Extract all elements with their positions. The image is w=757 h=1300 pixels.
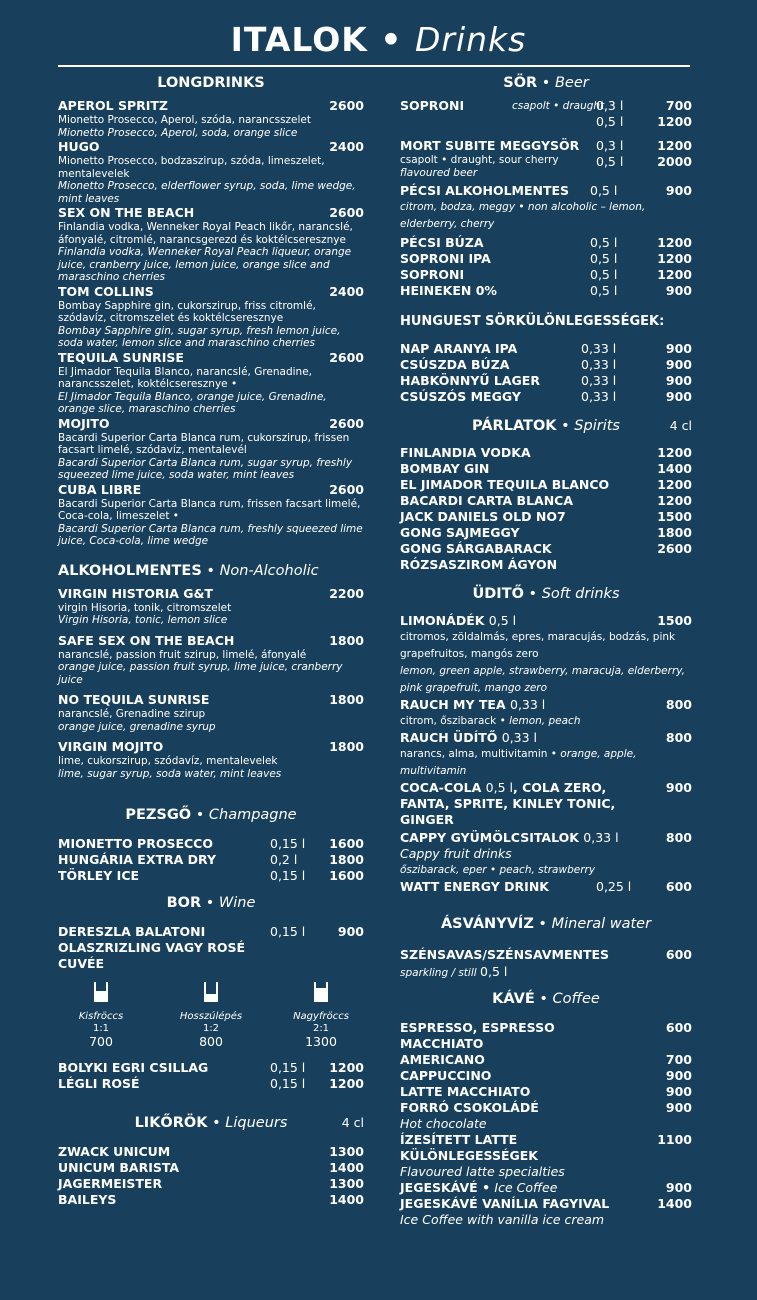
item-name: SEX ON THE BEACH <box>58 205 195 220</box>
item-price: 2400 <box>329 139 364 154</box>
menu-item <box>400 1084 692 1100</box>
menu-item <box>400 341 692 357</box>
item-description: lime, cukorszirup, szódavíz, mentalevelek <box>58 755 278 767</box>
item-name: CSÚSZDA BÚZA <box>400 357 510 372</box>
froccs-option <box>278 982 364 1048</box>
menu-item <box>58 284 364 300</box>
item-price: 2600 <box>329 349 364 365</box>
menu-item: LIMONÁDÉK 0,5 l 1500 <box>400 613 692 628</box>
glass-fill <box>96 991 106 1000</box>
item-price: 1600 <box>329 836 364 851</box>
item-price: 2600 <box>329 98 364 113</box>
item-name: GONG SÁRGABARACK RÓZSASZIROM ÁGYON <box>400 541 558 572</box>
liqueurs-list <box>58 1144 364 1208</box>
item-description: Bacardi Superior Carta Blanca rum, frissen facsart limelé, Coca-cola, limeszelet • <box>58 497 361 522</box>
item-price: 600 <box>665 1020 692 1035</box>
item-price: 900 <box>665 1084 692 1099</box>
menu-item <box>400 541 692 573</box>
item-price: 900 <box>665 1068 692 1083</box>
title-divider <box>58 65 690 67</box>
item-name: BOMBAY GIN <box>400 461 490 476</box>
menu-item <box>400 1068 692 1084</box>
item-subtitle: Flavoured latte specialties <box>400 1164 565 1179</box>
item-description-en: El Jimador Tequila Blanco, orange juice, Grenadine, orange slice, maraschino cherries <box>58 390 327 415</box>
item-name: TEQUILA SUNRISE <box>58 349 184 365</box>
item-volume: 0,33 l <box>581 389 617 404</box>
item-name: LÉGLI ROSÉ <box>58 1076 140 1091</box>
menu-item <box>58 1176 364 1192</box>
item-name: MOJITO <box>58 415 110 431</box>
item-price: 1200 <box>329 1076 364 1091</box>
item-name: CSÚSZÓS MEGGY <box>400 389 521 404</box>
menu-item <box>58 350 364 366</box>
menu-item <box>58 836 364 852</box>
item-price: 1800 <box>657 525 692 540</box>
item-name: JAGERMEISTER <box>58 1176 163 1191</box>
item-price: 2600 <box>329 415 364 431</box>
item-name: EL JIMADOR TEQUILA BLANCO <box>400 477 610 492</box>
item-volume: 0,15 l <box>270 1060 306 1075</box>
section-heading-craft-beer: HUNGUEST SÖRKÜLÖNLEGESSÉGEK: <box>400 314 665 329</box>
menu-item <box>400 1020 692 1052</box>
item-volume: 0,15 l <box>270 836 306 851</box>
item-name: NO TEQUILA SUNRISE <box>58 692 210 707</box>
item-name: VIRGIN HISTORIA G&T <box>58 585 213 601</box>
item-price: 900 <box>665 341 692 356</box>
spirits-list <box>400 445 692 573</box>
liqueurs-unit: 4 cl <box>341 1115 364 1130</box>
menu-item <box>58 139 364 155</box>
section-heading-wine: BOR • Wine <box>166 895 256 911</box>
item-price: 1200 <box>657 477 692 492</box>
item-description: narancs, alma, multivitamin • orange, apple, multivitamin <box>400 748 637 777</box>
item-price: 2400 <box>329 283 364 299</box>
item-description: őszibarack, eper • peach, strawberry <box>400 864 596 876</box>
item-name: HEINEKEN 0% <box>400 283 497 298</box>
item-price: 1400 <box>657 461 692 476</box>
froccs-price: 700 <box>89 1033 113 1049</box>
item-description-en: Virgin Hisoria, tonic, lemon slice <box>58 614 228 626</box>
item-price: 2200 <box>329 585 364 601</box>
item-description-en: orange juice, passion fruit syrup, lime juice, cranberry juice <box>58 661 343 686</box>
page-title: ITALOK • Drinks <box>230 20 527 59</box>
item-price: 1800 <box>329 852 364 867</box>
item-price: 1800 <box>329 739 364 754</box>
item-subtitle: Cappy fruit drinks <box>400 846 512 861</box>
item-name: SOPRONI <box>400 267 465 282</box>
item-description: Finlandia vodka, Wenneker Royal Peach likőr, narancslé, áfonyalé, citromlé, narancsgerezd és koktélcseresznye <box>58 221 353 246</box>
menu-item: FORRÓ CSOKOLÁDÉ 900 <box>400 1100 692 1115</box>
item-name: CAPPUCCINO <box>400 1068 492 1083</box>
menu-item <box>58 633 364 649</box>
item-name: FINLANDIA VODKA <box>400 445 531 460</box>
item-name: CUBA LIBRE <box>58 481 142 497</box>
item-description: narancslé, passion fruit szirup, limelé, áfonyalé <box>58 648 307 661</box>
menu-item <box>58 1076 364 1092</box>
item-name: NAP ARANYA IPA <box>400 341 518 356</box>
menu-item-volume: 0,5 l 1200 <box>596 114 692 129</box>
menu-item: RAUCH MY TEA 0,33 l 800 <box>400 697 692 712</box>
item-description-en: lemon, green apple, strawberry, maracuja, elderberry, pink grapefruit, mango zero <box>400 665 686 694</box>
champagne-list <box>58 836 364 884</box>
item-description: Bombay Sapphire gin, cukorszirup, friss citromlé, szódavíz, citromszelet és koktélcseresznye <box>58 299 316 324</box>
item-price: 900 <box>665 357 692 372</box>
menu-item <box>58 1060 364 1076</box>
item-description: sparkling / still 0,5 l <box>400 964 508 979</box>
menu-item <box>58 692 364 708</box>
section-heading-champagne: PEZSGŐ • Champagne <box>125 807 297 823</box>
item-note: citrom, bodza, meggy • non alcoholic – lemon, elderberry, cherry <box>400 201 646 230</box>
glass-icon <box>204 982 218 1002</box>
menu-item: COCA-COLA 0,5 l, COLA ZERO, FANTA, SPRITE, KINLEY TONIC, GINGER 900 <box>400 780 692 827</box>
item-price: 900 <box>337 924 364 939</box>
item-name: HUNGÁRIA EXTRA DRY <box>58 852 217 867</box>
item-price: 1800 <box>329 632 364 648</box>
item-volume: 0,2 l <box>270 852 298 867</box>
longdrinks-list <box>58 98 364 548</box>
menu-item <box>58 1144 364 1160</box>
craft-beer-list <box>400 341 692 405</box>
item-name: BAILEYS <box>58 1192 117 1207</box>
item-description-en: Mionetto Prosecco, elderflower syrup, soda, lime wedge, mint leaves <box>58 180 356 205</box>
menu-item: JEGESKÁVÉ • Ice Coffee 900 <box>400 1180 692 1195</box>
item-name: ESPRESSO, ESPRESSO MACCHIATO <box>400 1020 555 1051</box>
item-name: DERESZLA BALATONI OLASZRIZLING VAGY ROSÉ CUVÉE <box>58 924 246 971</box>
froccs-option <box>168 982 254 1048</box>
item-volume: 0,33 l <box>581 373 617 388</box>
item-price: 2600 <box>657 541 692 556</box>
item-name: BOLYKI EGRI CSILLAG <box>58 1060 209 1075</box>
item-price: 1800 <box>329 692 364 707</box>
item-description-en: Bacardi Superior Carta Blanca rum, sugar syrup, freshly squeezed lime juice, soda water, mint leaves <box>58 456 353 481</box>
item-price: 1200 <box>329 1060 364 1075</box>
item-description: Mionetto Prosecco, bodzaszirup, szóda, limeszelet, mentalevelek <box>58 155 325 180</box>
item-name: HUGO <box>58 139 100 154</box>
item-description-en: Bombay Sapphire gin, sugar syrup, fresh lemon juice, soda water, lemon slice and maraschino cherries <box>58 324 341 349</box>
item-price: 1200 <box>657 267 692 282</box>
glass-icon <box>94 982 108 1002</box>
menu-item <box>400 477 692 493</box>
item-subtitle: Hot chocolate <box>400 1116 487 1131</box>
item-volume: 0,5 l <box>590 267 618 282</box>
menu-item <box>58 586 364 602</box>
menu-item <box>400 267 692 283</box>
menu-item <box>400 493 692 509</box>
menu-item: SOPRONI 0,3 l 700 <box>400 98 692 113</box>
item-description: Bacardi Superior Carta Blanca rum, cukorszirup, frissen facsart limelé, szódavíz, mentalevél <box>58 431 350 456</box>
item-name: TOM COLLINS <box>58 283 154 299</box>
menu-item <box>58 416 364 432</box>
item-price: 1300 <box>329 1144 364 1159</box>
menu-item <box>58 739 364 755</box>
section-heading-liqueurs: LIKŐRÖK • Liqueurs 4 cl <box>134 1115 364 1131</box>
item-price: 1400 <box>329 1192 364 1207</box>
section-heading-mineral-water: ÁSVÁNYVÍZ • Mineral water <box>440 916 652 932</box>
froccs-icons <box>58 972 364 1052</box>
item-name: PÉCSI BÚZA <box>400 235 484 250</box>
item-price: 900 <box>665 389 692 404</box>
section-heading-coffee: KÁVÉ • Coffee <box>492 991 600 1007</box>
item-price: 2600 <box>329 481 364 497</box>
menu-item <box>58 1192 364 1208</box>
item-description-en: orange juice, grenadine syrup <box>58 720 216 733</box>
menu-item <box>58 205 364 221</box>
item-price: 900 <box>665 283 692 298</box>
menu-item: PÉCSI ALKOHOLMENTES 0,5 l 900 <box>400 183 692 198</box>
left-column <box>58 70 364 1208</box>
beer-list <box>400 235 692 299</box>
item-price: 1600 <box>329 868 364 883</box>
menu-item <box>400 1052 692 1068</box>
item-name: VIRGIN MOJITO <box>58 739 164 754</box>
item-name: LATTE MACCHIATO <box>400 1084 531 1099</box>
item-name: ZWACK UNICUM <box>58 1144 171 1159</box>
section-heading-soft-drinks: ÜDITŐ • Soft drinks <box>472 586 620 602</box>
item-description-en: lime, sugar syrup, soda water, mint leaves <box>58 767 282 780</box>
froccs-label: Kisfröccs <box>78 1010 124 1022</box>
item-description-en: Bacardi Superior Carta Blanca rum, freshly squeezed lime juice, Coca-cola, lime wedge <box>58 522 363 547</box>
item-subtitle: Ice Coffee with vanilla ice cream <box>400 1212 605 1227</box>
item-volume: 0,33 l <box>581 357 617 372</box>
glass-fill <box>316 988 326 1000</box>
item-name: SAFE SEX ON THE BEACH <box>58 632 235 648</box>
menu-item-volume: csapolt • draught, sour cherry 0,5 l 2000 <box>400 154 692 169</box>
item-price: 1200 <box>657 251 692 266</box>
item-name: SOPRONI IPA <box>400 251 491 266</box>
item-price: 900 <box>665 373 692 388</box>
section-heading-nonalcoholic: ALKOHOLMENTES • Non-Alcoholic <box>58 562 319 579</box>
item-note: flavoured beer <box>400 166 478 179</box>
item-name: JACK DANIELS OLD NO7 <box>400 509 566 524</box>
glass-icon <box>314 982 328 1002</box>
item-name: BACARDI CARTA BLANCA <box>400 493 574 508</box>
spirits-unit: 4 cl <box>669 418 692 433</box>
item-name: AMERICANO <box>400 1052 485 1067</box>
item-description: El Jimador Tequila Blanco, narancslé, Grenadine, narancsszelet, koktélcseresznye • <box>58 365 313 390</box>
menu-item <box>58 924 364 972</box>
item-price: 700 <box>665 1052 692 1067</box>
item-name: HABKÖNNYŰ LAGER <box>400 373 540 388</box>
item-name: GONG SAJMEGGY <box>400 525 520 540</box>
froccs-price: 1300 <box>305 1033 337 1049</box>
item-description-en: Finlandia vodka, Wenneker Royal Peach liqueur, orange juice, cranberry juice, lemon juice, orange slice and maraschino cherries <box>58 246 352 283</box>
menu-item: ÍZESÍTETT LATTE KÜLÖNLEGESSÉGEK 1100 <box>400 1132 692 1163</box>
wine-list <box>58 924 364 972</box>
item-volume: 0,15 l <box>270 868 306 883</box>
menu-item <box>400 445 692 461</box>
menu-item <box>58 98 364 114</box>
menu-item: JEGESKÁVÉ VANÍLIA FAGYIVAL 1400 <box>400 1196 692 1211</box>
item-volume: 0,5 l <box>590 251 618 266</box>
item-description: Mionetto Prosecco, Aperol, szóda, narancsszelet <box>58 114 312 126</box>
froccs-label: Nagyfröccs <box>293 1010 349 1022</box>
froccs-label: Hosszúlépés <box>179 1010 243 1022</box>
item-description-en: Mionetto Prosecco, Aperol, soda, orange slice <box>58 126 298 139</box>
menu-item: CAPPY GYÜMÖLCSITALOK 0,33 l 800 <box>400 830 692 845</box>
nonalcoholic-list <box>58 586 364 787</box>
menu-item <box>58 482 364 498</box>
item-name: TÖRLEY ICE <box>58 868 140 883</box>
froccs-ratio: 1:2 <box>202 1023 220 1034</box>
item-volume: 0,5 l <box>590 235 618 250</box>
menu-item <box>400 235 692 251</box>
item-description: citromos, zöldalmás, epres, maracujás, bodzás, pink grapefruitos, mangós zero <box>400 631 676 660</box>
item-price: 1200 <box>657 493 692 508</box>
item-description: virgin Hisoria, tonik, citromszelet <box>58 601 232 614</box>
item-price: 1400 <box>329 1160 364 1175</box>
item-name: APEROL SPRITZ <box>58 98 168 113</box>
item-volume: 0,15 l <box>270 924 306 939</box>
item-description: narancslé, Grenadine szirup <box>58 708 206 720</box>
right-column: SÖR • Beer SOPRONI 0,3 l 700 csapolt • draught 0,5 l 1200 MORT SUBITE MEGGYSÖR 0,3 l 1200 csapolt • draught, sour cherry 0,5 l 2000 flavoured beer PÉCSI ALKOHOLMENTES 0,5 l 900 citrom, bodza, meggy • non alcoholic – lemon, elderberry, cherry PÉCSI BÚZA 0,5 l 1200 SOPRONI IPA 0,5 l 1200 SOPRONI 0,5 l 1200 HEINEKEN 0% 0,5 l 900 HUNGUEST SÖRKÜLÖNLEGESSÉGEK: NAP ARANYA IPA 0,33 l 900 CSÚSZDA BÚZA 0,33 l 900 HABKÖNNYŰ LAGER 0,33 l 900 CSÚSZÓS MEGGY 0,33 l 900 PÁRLATOK • Spirits 4 cl FINLANDIA VODKA 1200 BOMBAY GIN 1400 EL JIMADOR TEQUILA BLANCO 1200 BACARDI CARTA BLANCA 1200 JACK DANIELS OLD NO7 1500 GONG SAJMEGGY 1800 GONG SÁRGABARACK RÓZSASZIROM ÁGYON 2600 ÜDITŐ • Soft drinks LIMONÁDÉK 0,5 l 1500 citromos, zöldalmás, epres, maracujás, bodzás, pink grapefruitos, mangós zero lemon, green apple, strawberry, maracuja, elderberry, pink grapefruit, mango zero RAUCH MY TEA 0,33 l 800 citrom, őszibarack • lemon, peach RAUCH ÜDÍTŐ 0,33 l 800 narancs, alma, multivitamin • orange, apple, multivitamin COCA-COLA 0,5 l, COLA ZERO, FANTA, SPRITE, KINLEY TONIC, GINGER 900 CAPPY GYÜMÖLCSITALOK 0,33 l 800 Cappy fruit drinks őszibarack, eper • peach, strawberry WATT ENERGY DRINK 0,25 l 600 ÁSVÁNYVÍZ • Mineral water SZÉNSAVAS/SZÉNSAVMENTES 600 sparkling / still 0,5 l KÁVÉ • Coffee ESPRESSO, ESPRESSO MACCHIATO 600 AMERICANO 700 CAPPUCCINO 900 LATTE MACCHIATO 900 FORRÓ CSOKOLÁDÉ 900 Hot chocolate ÍZESÍTETT LATTE KÜLÖNLEGESSÉGEK 1100 Flavoured latte specialties JEGESKÁVÉ • Ice Coffee 900 JEGESKÁVÉ VANÍLIA FAGYIVAL 1400 Ice Coffee with vanilla ice cream <box>400 75 692 1227</box>
menu-item <box>58 1160 364 1176</box>
item-price: 1200 <box>657 445 692 460</box>
coffee-list <box>400 1020 692 1100</box>
section-heading-beer: SÖR • Beer <box>503 75 589 91</box>
section-heading-longdrinks: LONGDRINKS <box>157 75 265 91</box>
menu-item <box>400 357 692 373</box>
item-price: 1500 <box>657 509 692 524</box>
item-name: UNICUM BARISTA <box>58 1160 180 1175</box>
menu-item <box>400 509 692 525</box>
menu-item: SZÉNSAVAS/SZÉNSAVMENTES 600 <box>400 947 692 962</box>
menu-item <box>400 251 692 267</box>
item-name: MIONETTO PROSECCO <box>58 836 213 851</box>
froccs-ratio: 2:1 <box>312 1023 330 1034</box>
item-volume: 0,33 l <box>581 341 617 356</box>
menu-item: WATT ENERGY DRINK 0,25 l 600 <box>400 879 692 894</box>
froccs-ratio: 1:1 <box>92 1023 110 1034</box>
menu-item <box>400 525 692 541</box>
menu-item: MORT SUBITE MEGGYSÖR 0,3 l 1200 <box>400 138 692 153</box>
item-volume: 0,15 l <box>270 1076 306 1091</box>
froccs-price: 800 <box>199 1033 223 1049</box>
section-heading-spirits: PÁRLATOK • Spirits 4 cl <box>472 418 692 434</box>
item-price: 1200 <box>657 235 692 250</box>
menu-item: RAUCH ÜDÍTŐ 0,33 l 800 <box>400 730 692 745</box>
froccs-option <box>58 982 144 1048</box>
menu-item <box>58 868 364 884</box>
menu-item <box>400 461 692 477</box>
wine-list-2 <box>58 1060 364 1092</box>
glass-fill <box>206 994 216 1000</box>
menu-item <box>58 852 364 868</box>
item-description: citrom, őszibarack • lemon, peach <box>400 715 581 727</box>
menu-item <box>400 283 692 299</box>
item-price: 1300 <box>329 1176 364 1191</box>
item-volume: 0,5 l <box>590 283 618 298</box>
item-price: 2600 <box>329 205 364 220</box>
menu-item <box>400 389 692 405</box>
menu-item <box>400 373 692 389</box>
